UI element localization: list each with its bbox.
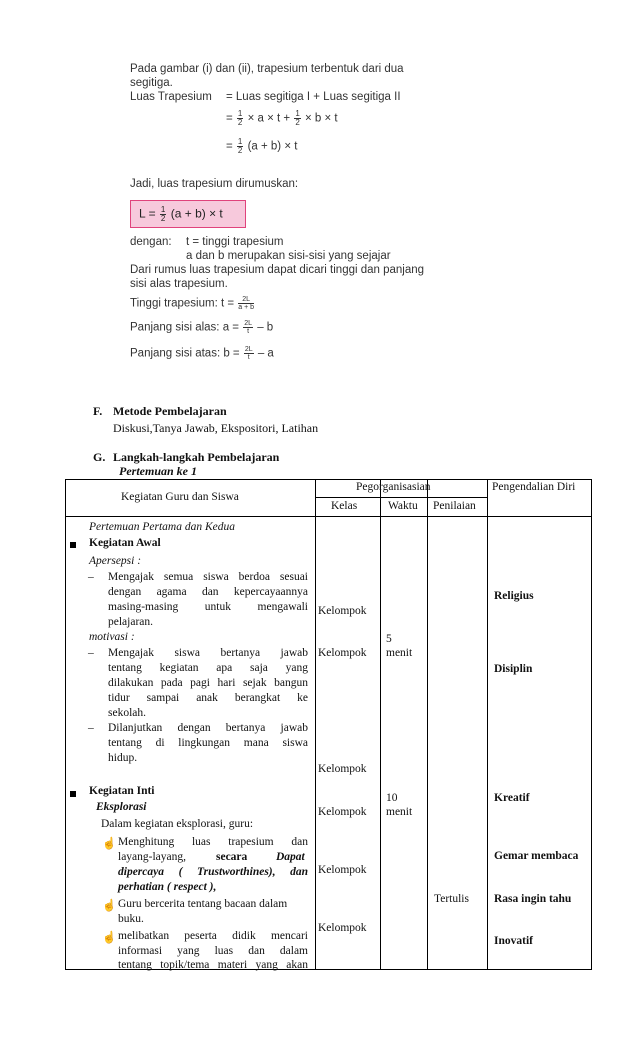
text-line: tentang topik/tema materi yang akan [118,959,308,971]
figure-atas: Panjang sisi atas: b = $\frac{2L}{t}$ – a [130,346,274,361]
waktu-cell: menit [386,647,413,659]
kegiatan-awal-heading: Kegiatan Awal [89,537,161,549]
section-f-label: F. [93,404,103,418]
text-line: tidur sampai anak berangkat ke [108,692,308,704]
section-g-title: Langkah-langkah Pembelajaran [113,450,280,464]
nilai-cell: Disiplin [494,663,533,675]
kelas-cell: Kelompok [318,605,367,617]
nilai-cell: Inovatif [494,935,533,947]
figure-line: segitiga. [130,77,173,89]
lesson-steps-table [65,479,592,970]
figure-def-ab: a dan b merupakan sisi-sisi yang sejajar [186,250,391,262]
section-f-title: Metode Pembelajaran [113,404,227,418]
text-line: masing-masing untuk mengawali [108,601,308,613]
text-line: tentang di lingkungan mana siswa [108,737,308,749]
dash-icon: – [88,571,94,583]
waktu-cell: menit [386,806,413,818]
text-line: tentang kegiatan apa saja yang [108,662,308,674]
section-g-label: G. [93,450,106,464]
figure-alas: Panjang sisi alas: a = $\frac{2L}{t}$ – b [130,320,274,335]
hand-pointer-icon: ☝ [102,900,117,912]
text-line: sekolah. [108,707,147,719]
dash-icon: – [88,647,94,659]
kelas-cell: Kelompok [318,806,367,818]
figure-step2: = $\frac{1}{2}$ (a + b) × t [226,137,298,155]
text-line: Dalam kegiatan eksplorasi, guru: [101,818,254,830]
text-line: Mengajak siswa bertanya jawab [108,647,308,659]
motivasi-label: motivasi : [89,631,135,643]
section-f-body: Diskusi,Tanya Jawab, Ekspositori, Latihan [113,421,319,435]
penilaian-cell: Tertulis [434,893,469,905]
header-kelas: Kelas [331,500,358,512]
eksplorasi-heading: Eksplorasi [96,801,147,813]
text-line: Dapat [276,851,305,863]
text-line: layang-layang, [118,851,187,863]
text-line: dipercaya ( Trustworthines), dan [118,866,308,878]
kelas-cell: Kelompok [318,922,367,934]
text-line: Mengajak semua siswa berdoa sesuai [108,571,308,583]
kegiatan-inti-heading: Kegiatan Inti [89,785,155,797]
figure-line: Pada gambar (i) dan (ii), trapesium terbentuk dari dua [130,63,404,75]
text-line: melibatkan peserta didik mencari [118,930,308,942]
section-g-subtitle: Pertemuan ke 1 [119,464,197,478]
figure-luas-label: Luas Trapesium [130,91,212,103]
text-line: perhatian ( respect ), [118,881,217,893]
square-bullet-icon [70,542,76,548]
hand-pointer-icon: ☝ [102,932,117,944]
figure-tinggi: Tinggi trapesium: t = $\frac{2L}{a + b}$ [130,296,255,311]
nilai-cell: Kreatif [494,792,530,804]
formula-highlight-box: L = $\frac{1}{2}$ (a + b) × t [130,200,246,228]
header-pengendalian: Pengendalian Diri [492,481,576,493]
header-waktu: Waktu [388,500,418,512]
text-line: dilakukan pada pagi hari sejak bangun [108,677,308,689]
figure-line: Dari rumus luas trapesium dapat dicari tinggi dan panjang [130,264,425,276]
text-line: Guru bercerita tentang bacaan dalam [118,898,288,910]
kelas-cell: Kelompok [318,864,367,876]
hand-pointer-icon: ☝ [102,838,117,850]
header-kegiatan: Kegiatan Guru dan Siswa [121,491,239,503]
trapezoid-formula-figure [130,60,430,380]
text-line: buku. [118,913,144,925]
dash-icon: – [88,722,94,734]
pertemuan-label: Pertemuan Pertama dan Kedua [89,521,235,533]
figure-step1: = $\frac{1}{2}$ × a × t + $\frac{1}{2}$ × b × t [226,109,338,127]
header-pengorganisasian: Pegorganisasian [356,481,431,493]
figure-line: sisi alas trapesium. [130,278,228,290]
figure-luas-rhs: = Luas segitiga I + Luas segitiga II [226,91,401,103]
figure-def-t: t = tinggi trapesium [186,236,284,248]
kelas-cell: Kelompok [318,647,367,659]
header-penilaian: Penilaian [433,500,476,512]
nilai-cell: Religius [494,590,534,602]
nilai-cell: Rasa ingin tahu [494,893,572,905]
text-line: informasi yang luas dan dalam [118,945,308,957]
figure-jadi: Jadi, luas trapesium dirumuskan: [130,178,299,190]
figure-dengan: dengan: [130,236,172,248]
apersepsi-label: Apersepsi : [89,555,142,567]
waktu-cell: 5 [386,633,392,645]
text-line: Menghitung luas trapesium dan [118,836,308,848]
nilai-cell: Gemar membaca [494,850,579,862]
text-line: dengan agama dan kepercayaannya [108,586,308,598]
text-line: hidup. [108,752,138,764]
text-line: Dilanjutkan dengan bertanya jawab [108,722,308,734]
square-bullet-icon [70,791,76,797]
kelas-cell: Kelompok [318,763,367,775]
waktu-cell: 10 [386,792,398,804]
text-line: pelajaran. [108,616,154,628]
text-line: secara [216,851,248,863]
